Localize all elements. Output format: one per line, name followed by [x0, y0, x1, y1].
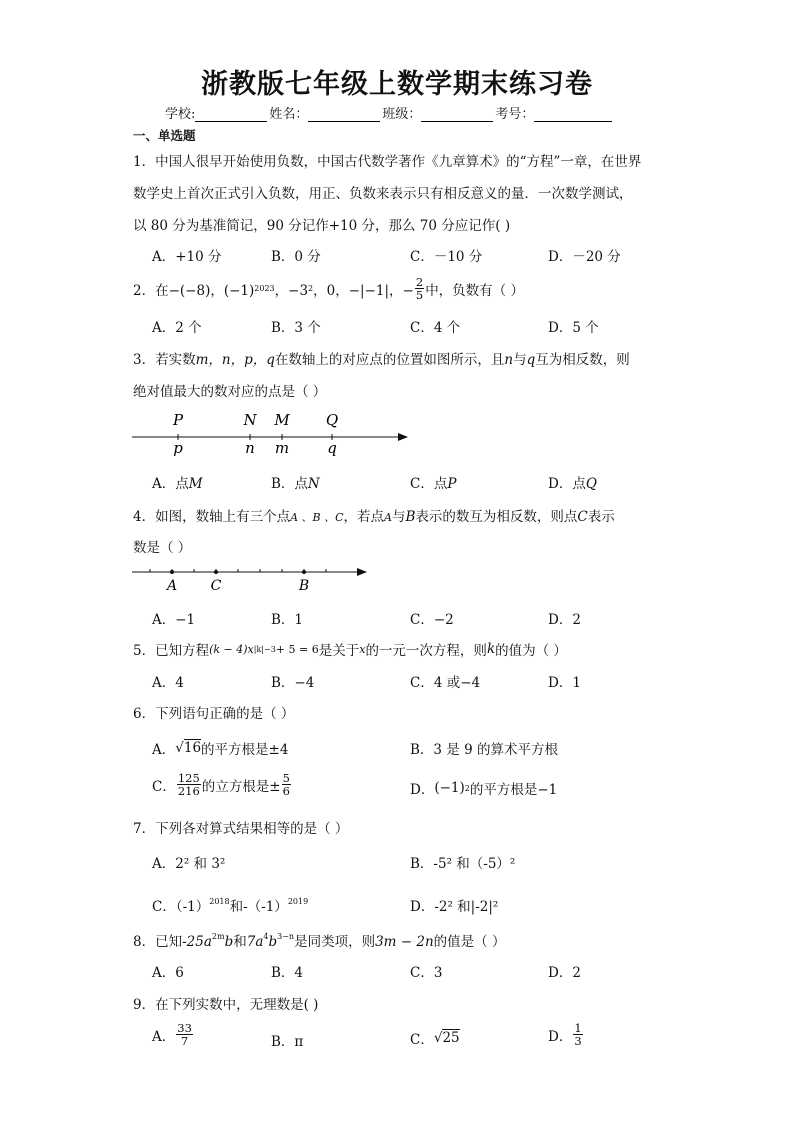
q5-mid2: 的一元一次方程，则 — [365, 643, 487, 659]
exam-no-label: 考号： — [495, 107, 535, 122]
q8-term2-exp2: 3−n — [277, 932, 295, 941]
q1-line-1: 1．中国人很早开始使用负数，中国古代数学著作《九章算术》的“方程”一章，在世界 — [133, 154, 642, 170]
q2-stem — [133, 276, 524, 301]
q3-line1-a: 3．若实数 — [133, 352, 196, 368]
q8-expr: 3m − 2n — [375, 934, 434, 950]
q2-suffix: 中，负数有（ ） — [425, 282, 524, 299]
q7-option-c-exp2: 2019 — [287, 897, 309, 906]
q3-option-d-var: Q — [585, 476, 597, 492]
q4-label-A: A — [166, 578, 178, 594]
q9-option-d-num: 1 — [574, 1021, 582, 1035]
q4-option-a[interactable]: A．−1 — [152, 612, 196, 628]
q5-eq-b: + 5 = 6 — [275, 642, 319, 656]
q6-option-a-radicand: 16 — [183, 740, 202, 756]
q4-line1-A: A — [384, 511, 392, 524]
q8-mid: 和 — [233, 934, 247, 950]
q6-option-a-radical — [175, 740, 201, 756]
q8-option-d[interactable]: D．2 — [548, 965, 581, 981]
q4-line1-a: 4．如图，数轴上有三个点 — [133, 509, 291, 525]
q1-line-3: 以 80 分为基准简记，90 分记作+10 分，那么 70 分应记作( ) — [133, 218, 511, 234]
sqrt-icon: √ — [175, 740, 184, 756]
q5-eq-a: (k − 4)x — [209, 642, 254, 656]
q9-option-a-prefix: A． — [152, 1028, 176, 1045]
q4-line1-C: C — [577, 509, 588, 525]
q6-option-a-prefix: A． — [152, 742, 176, 758]
q4-line1-B: B — [405, 509, 416, 525]
sqrt-icon: √ — [433, 1030, 443, 1046]
q8-term1: -25a — [182, 934, 212, 950]
q4-option-b[interactable]: B．1 — [271, 612, 304, 628]
q8-suffix2: 的值是（ ） — [433, 934, 506, 950]
q8-suffix: 是同类项，则 — [294, 934, 376, 950]
q7-option-c-exp1: 2018 — [209, 897, 230, 906]
q7-option-c-a: C．（-1） — [152, 899, 210, 915]
q4-axis-arrow-icon — [357, 568, 367, 576]
name-blank[interactable] — [308, 107, 380, 122]
q4-option-c[interactable]: C．−2 — [410, 612, 454, 628]
exam-no-blank[interactable] — [534, 107, 612, 122]
q9-option-b[interactable]: B．π — [271, 1034, 304, 1050]
q4-point-A — [170, 570, 174, 574]
q8-stem — [133, 930, 505, 950]
q3-line1-d: 互为相反数，则 — [535, 352, 630, 368]
q3-label-q: q — [327, 439, 337, 457]
q9-option-c-radical — [434, 1030, 460, 1046]
q6-option-b[interactable]: B．3 是 9 的算术平方根 — [410, 742, 558, 758]
q6-option-c[interactable] — [152, 772, 292, 797]
q8-option-b[interactable]: B．4 — [271, 965, 304, 981]
q2-fraction-num: 2 — [415, 275, 424, 289]
q5-prefix: 5．已知方程 — [133, 643, 210, 659]
q8-prefix: 8．已知 — [133, 934, 183, 950]
class-label: 班级： — [382, 107, 422, 122]
q4-point-B — [302, 570, 306, 574]
q8-term2: 7a — [246, 934, 264, 950]
q7-option-d[interactable]: D．-2² 和|-2|² — [410, 899, 499, 915]
q2-expr1: −(−8)，(−1) — [168, 282, 255, 299]
q3-line-1 — [133, 348, 630, 368]
q6-option-c-fraction2 — [282, 772, 291, 797]
q1-line-2: 数学史上首次正式引入负数，用正、负数来表示只有相反意义的量．一次数学测试， — [133, 186, 633, 202]
q2-option-c[interactable]: C．4 个 — [410, 320, 461, 336]
q9-option-d[interactable] — [548, 1022, 584, 1047]
q1-option-a[interactable]: A．+10 分 — [152, 249, 222, 265]
name-label: 姓名： — [269, 107, 309, 122]
q5-k: k — [486, 641, 496, 657]
q3-label-P: P — [172, 411, 184, 429]
q9-option-a-fraction — [176, 1022, 193, 1047]
q4-number-line — [130, 560, 380, 596]
q5-eq-exponent: |k|−3 — [253, 644, 276, 654]
q5-suffix: 的值为（ ） — [495, 643, 567, 659]
q7-option-c-b: 和-（-1） — [229, 899, 288, 915]
q5-stem — [133, 639, 567, 659]
page-title: 浙教版七年级上数学期末练习卷 — [201, 69, 593, 100]
q9-option-d-fraction — [573, 1022, 582, 1047]
q1-option-b[interactable]: B．0 分 — [271, 249, 321, 265]
q3-label-p: p — [173, 439, 183, 457]
q4-option-d[interactable]: D．2 — [548, 612, 581, 628]
q2-expr3: ，0，−|−1|，− — [313, 282, 414, 299]
q4-point-C — [214, 570, 218, 574]
q6-stem: 6．下列语句正确的是（ ） — [133, 706, 295, 722]
q5-option-a[interactable]: A．4 — [152, 675, 184, 691]
section-heading: 一、单选题 — [133, 128, 196, 143]
q1-option-d[interactable]: D．－20 分 — [548, 249, 621, 265]
q3-option-b[interactable] — [271, 472, 320, 492]
q2-option-b[interactable]: B．3 个 — [271, 320, 321, 336]
q9-option-d-prefix: D． — [548, 1028, 573, 1045]
q3-line-2: 绝对值最大的数对应的点是（ ） — [133, 384, 327, 400]
q4-line1-c: 与 — [391, 509, 406, 525]
q3-line1-vars: m，n，p，q — [195, 352, 275, 368]
q3-option-c-prefix: C．点 — [410, 476, 448, 492]
q8-option-a[interactable]: A．6 — [152, 965, 184, 981]
q4-line1-d: 表示的数互为相反数，则点 — [415, 509, 578, 525]
q3-line1-c: 与 — [513, 352, 527, 368]
q7-option-b[interactable]: B．-5² 和（-5）² — [410, 856, 516, 872]
q3-option-c[interactable] — [410, 472, 456, 492]
q4-line-2: 数是（ ） — [133, 540, 192, 556]
q9-option-c[interactable] — [410, 1028, 460, 1048]
school-blank[interactable] — [195, 107, 267, 122]
q8-term2-exp1: 4 — [263, 932, 269, 941]
q3-number-line — [130, 408, 420, 460]
q7-option-a[interactable]: A．2² 和 3² — [152, 856, 226, 872]
q9-option-a[interactable] — [152, 1022, 194, 1047]
q6-option-c-prefix: C． — [152, 778, 176, 795]
q3-line1-b: 在数轴上的对应点的位置如图所示，且 — [274, 352, 505, 368]
q3-option-b-prefix: B．点 — [271, 476, 308, 492]
q4-line1-e: 表示 — [587, 509, 615, 525]
q9-option-d-den: 3 — [574, 1034, 582, 1048]
q4-label-B: B — [298, 578, 310, 594]
q3-option-a[interactable] — [152, 472, 203, 492]
q3-label-n: n — [245, 439, 255, 457]
q2-prefix: 2．在 — [133, 282, 169, 299]
q9-option-c-prefix: C． — [410, 1032, 434, 1048]
q4-line-1 — [133, 505, 615, 525]
q7-stem: 7．下列各对算式结果相等的是（ ） — [133, 821, 349, 837]
q8-term2-b: b — [268, 934, 278, 950]
q6-option-d-prefix: D． — [410, 782, 435, 798]
q3-line1-q: q — [526, 352, 536, 368]
q1-option-c[interactable]: C．－10 分 — [410, 249, 483, 265]
q5-option-b[interactable]: B．−4 — [271, 675, 315, 691]
q3-option-d-prefix: D．点 — [548, 476, 586, 492]
q2-expr1-exponent: 2023 — [254, 284, 275, 293]
q5-option-d[interactable]: D．1 — [548, 675, 581, 691]
q9-option-c-radicand: 25 — [442, 1030, 460, 1046]
q2-option-d[interactable]: D．5 个 — [548, 320, 599, 336]
q2-option-a[interactable]: A．2 个 — [152, 320, 202, 336]
q3-option-a-var: M — [188, 476, 203, 492]
q6-option-c-den2: 6 — [282, 784, 290, 798]
q6-option-a-text: 的平方根是±4 — [201, 742, 289, 758]
q4-line1-b: ，若点 — [343, 509, 385, 525]
q6-option-c-num: 125 — [177, 771, 200, 785]
q5-x: x — [359, 642, 366, 656]
q9-option-a-den: 7 — [180, 1034, 189, 1048]
q9-option-a-num: 33 — [177, 1021, 192, 1035]
q6-option-d[interactable] — [410, 778, 557, 798]
q3-label-N: N — [243, 411, 257, 429]
q3-label-m: m — [274, 439, 290, 457]
q4-line1-pts: A 、B 、C — [290, 511, 344, 524]
q6-option-a[interactable] — [152, 738, 288, 758]
q6-option-c-text: 的立方根是± — [201, 778, 281, 795]
q2-fraction-den: 5 — [415, 288, 424, 302]
q6-option-d-text: 的平方根是−1 — [469, 782, 558, 798]
q6-option-d-expr: (−1) — [434, 780, 465, 796]
q7-option-c[interactable] — [152, 895, 308, 915]
q4-label-C: C — [210, 578, 222, 594]
q2-expr2: ，−3 — [274, 282, 309, 299]
q8-term1-b: b — [224, 934, 234, 950]
q6-option-c-fraction — [177, 772, 201, 797]
q9-stem: 9．在下列实数中，无理数是( ) — [133, 997, 319, 1013]
q3-label-Q: Q — [325, 411, 339, 429]
q5-option-c[interactable]: C．4 或−4 — [410, 675, 481, 691]
q8-term1-exp: 2m — [211, 932, 225, 941]
q8-option-c[interactable]: C．3 — [410, 965, 443, 981]
q3-line1-n: n — [504, 352, 514, 368]
q6-option-c-den: 216 — [177, 784, 200, 798]
q3-label-M: M — [274, 411, 290, 429]
q3-option-b-var: N — [307, 476, 320, 492]
school-label: 学校: — [165, 107, 196, 122]
student-info-row — [165, 103, 614, 122]
q6-option-c-num2: 5 — [282, 771, 290, 785]
q2-expr2-exponent: 2 — [308, 284, 314, 293]
q3-option-c-var: P — [447, 476, 457, 492]
q2-fraction — [415, 276, 424, 301]
q3-axis-arrow-icon — [398, 433, 408, 441]
q3-option-d[interactable] — [548, 472, 597, 492]
q3-option-a-prefix: A．点 — [152, 476, 189, 492]
class-blank[interactable] — [421, 107, 493, 122]
q5-mid: 是关于 — [318, 643, 360, 659]
q6-option-d-exponent: 2 — [464, 783, 470, 793]
